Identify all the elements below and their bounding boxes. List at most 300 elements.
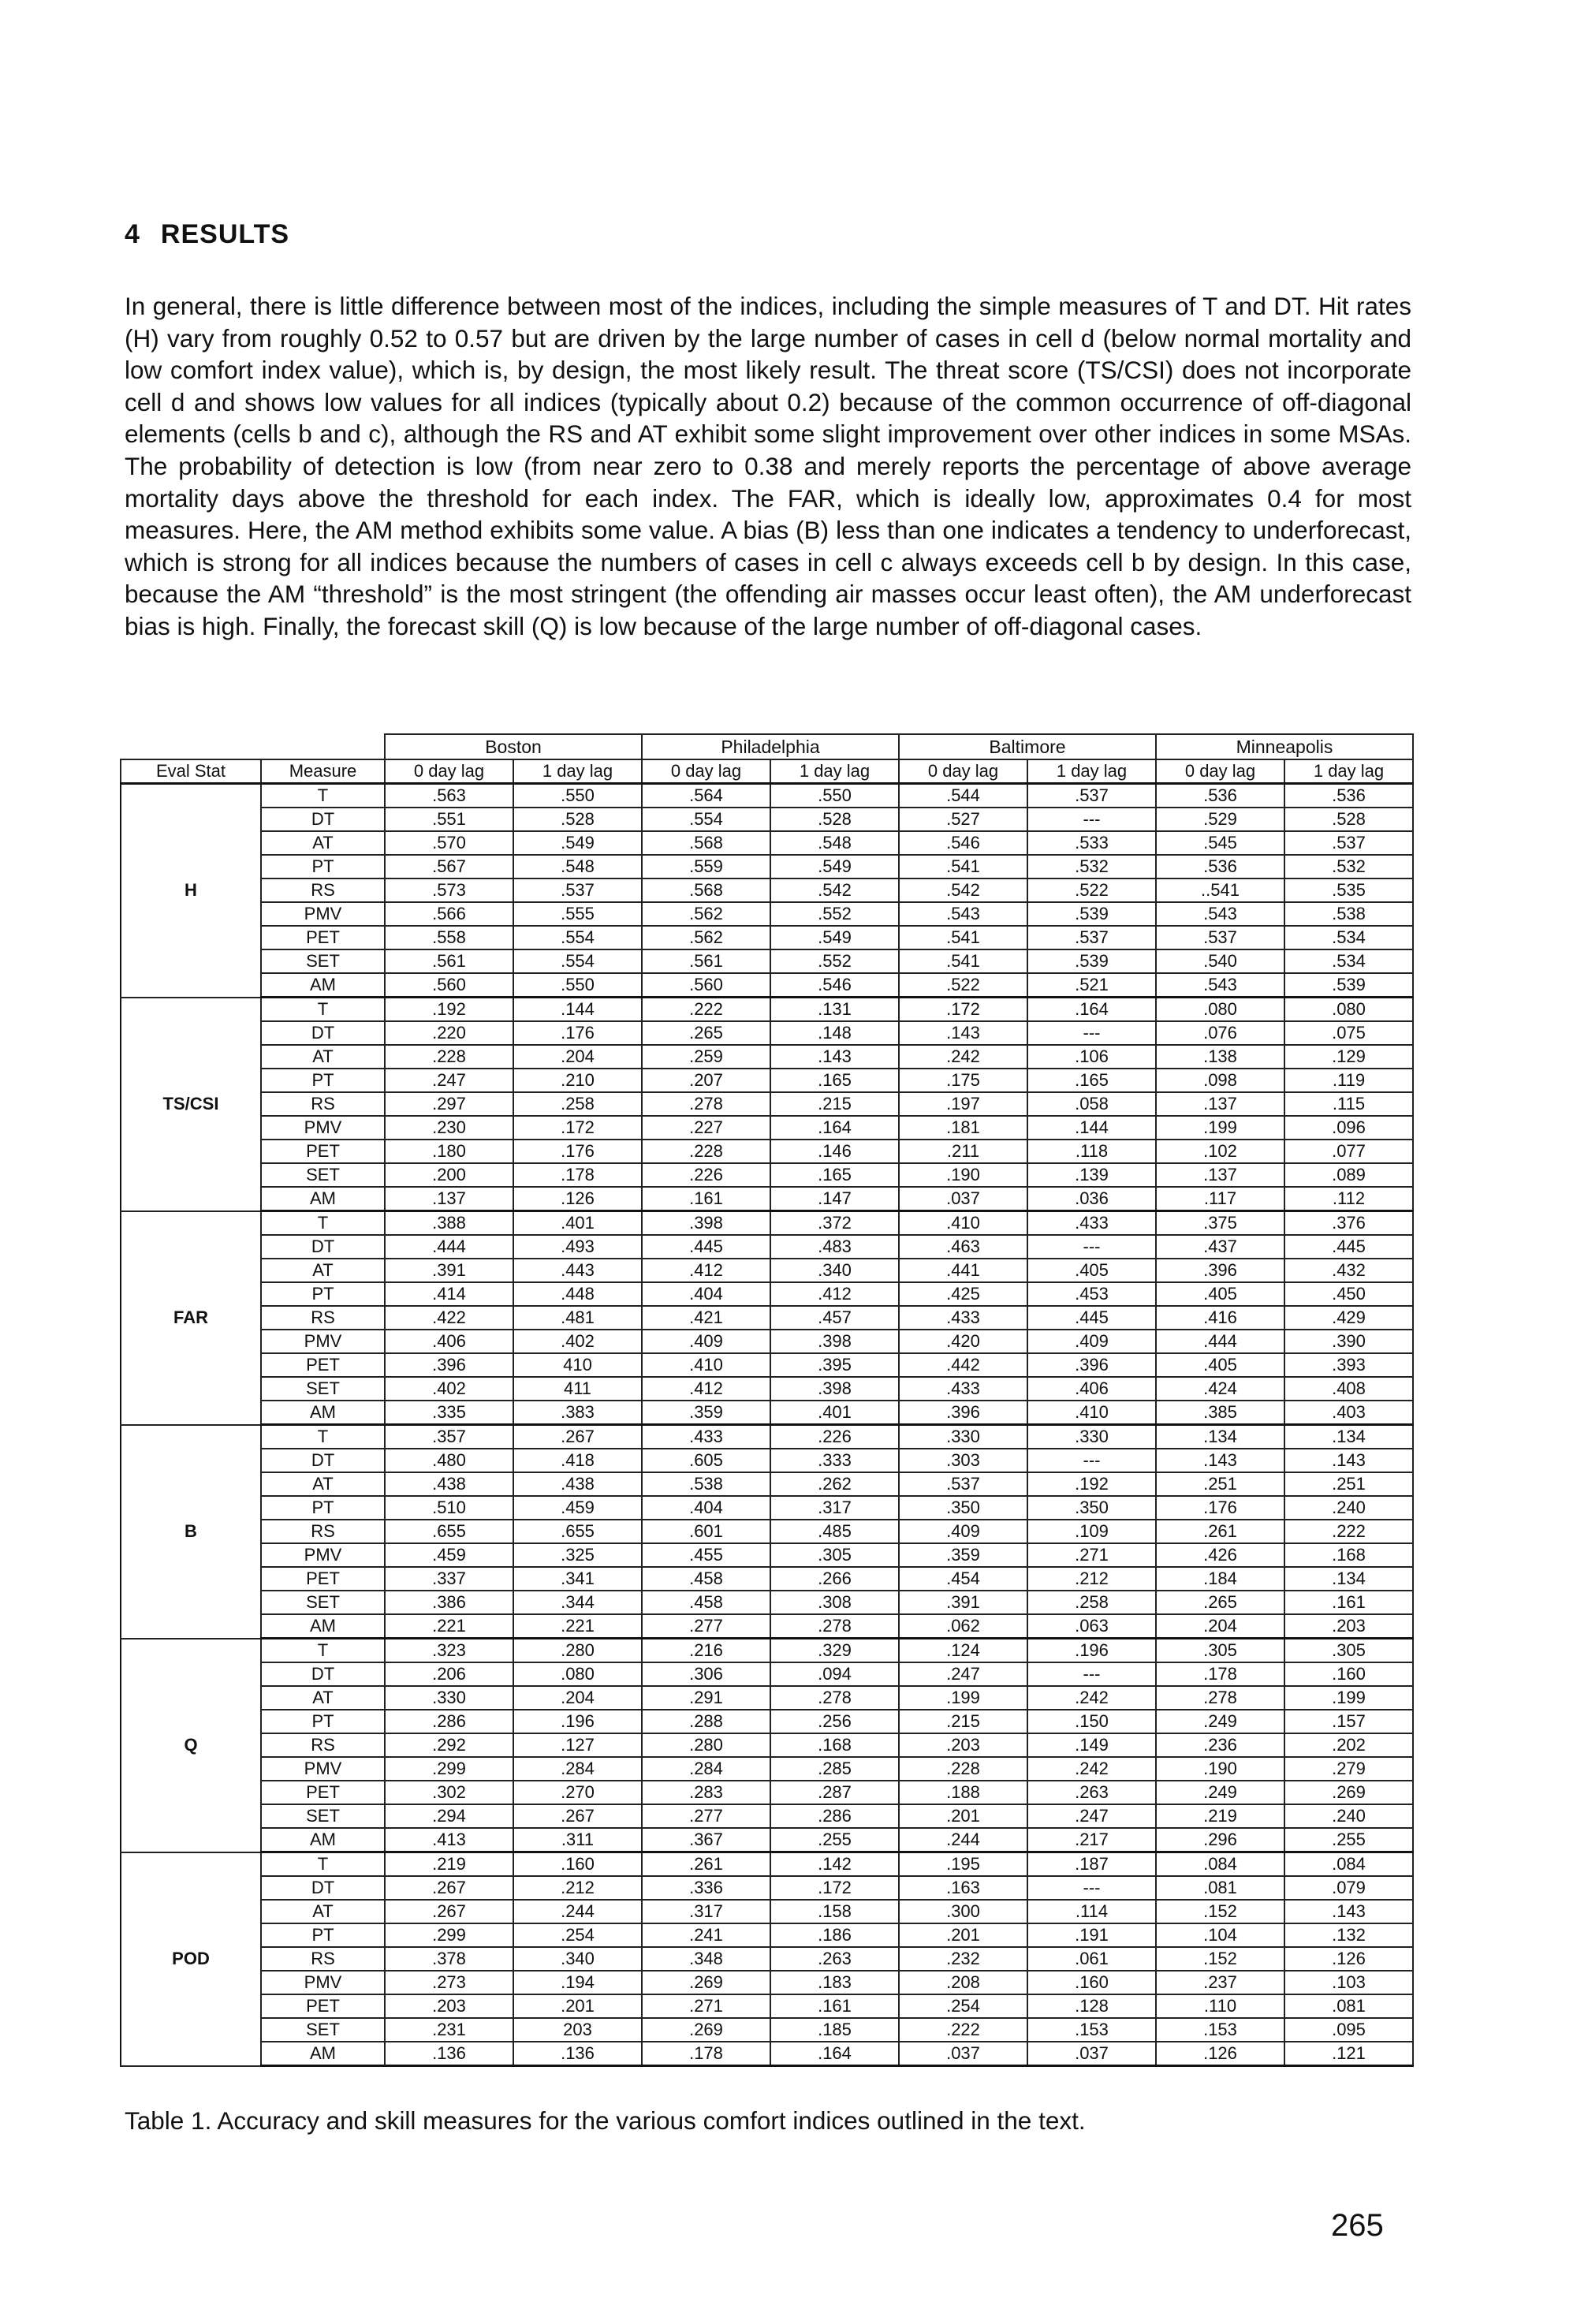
value-cell: .564 (642, 784, 770, 808)
value-cell: .528 (513, 808, 642, 831)
value-cell: .445 (642, 1235, 770, 1259)
value-cell: .199 (1284, 1686, 1413, 1710)
value-cell: .240 (1284, 1496, 1413, 1520)
table-row (121, 1330, 1413, 1353)
value-cell: .395 (770, 1353, 899, 1377)
value-cell: .537 (1156, 926, 1284, 949)
measure-cell: RS (261, 878, 385, 902)
value-cell: .549 (770, 926, 899, 949)
value-cell: .160 (1027, 1971, 1156, 1994)
measure-cell: PMV (261, 1330, 385, 1353)
value-cell: .190 (899, 1163, 1027, 1187)
value-cell: .161 (642, 1187, 770, 1211)
measure-cell: RS (261, 1733, 385, 1757)
table-row (121, 1449, 1413, 1472)
value-cell: .551 (385, 808, 513, 831)
value-cell: .433 (642, 1425, 770, 1449)
table-row (121, 831, 1413, 855)
value-cell: .244 (513, 1900, 642, 1923)
value-cell: .207 (642, 1069, 770, 1092)
value-cell: .537 (899, 1472, 1027, 1496)
measure-cell: DT (261, 1662, 385, 1686)
value-cell: .277 (642, 1804, 770, 1828)
value-cell: .543 (899, 902, 1027, 926)
table-row (121, 1686, 1413, 1710)
value-cell: .081 (1284, 1994, 1413, 2018)
value-cell: .232 (899, 1947, 1027, 1971)
value-cell: .242 (1027, 1686, 1156, 1710)
value-cell: .385 (1156, 1401, 1284, 1425)
value-cell: .458 (642, 1591, 770, 1614)
value-cell: .535 (1284, 878, 1413, 902)
value-cell: .259 (642, 1045, 770, 1069)
value-cell: .128 (1027, 1994, 1156, 2018)
value-cell: .359 (899, 1543, 1027, 1567)
measure-cell: PET (261, 1140, 385, 1163)
value-cell: .115 (1284, 1092, 1413, 1116)
value-cell: .390 (1284, 1330, 1413, 1353)
value-cell: .230 (385, 1116, 513, 1140)
value-cell: .522 (1027, 878, 1156, 902)
value-cell: .134 (1156, 1425, 1284, 1449)
value-cell: .161 (770, 1994, 899, 2018)
value-cell: .201 (899, 1923, 1027, 1947)
results-table-container (120, 733, 1414, 2067)
eval-stat-cell: B (121, 1425, 261, 1639)
value-cell: .540 (1156, 949, 1284, 973)
value-cell: .192 (1027, 1472, 1156, 1496)
value-cell: .445 (1284, 1235, 1413, 1259)
value-cell: .137 (1156, 1092, 1284, 1116)
lag-header: 1 day lag (513, 759, 642, 784)
value-cell: .378 (385, 1947, 513, 1971)
measure-cell: PT (261, 855, 385, 878)
value-cell: .161 (1284, 1591, 1413, 1614)
value-cell: .089 (1284, 1163, 1413, 1187)
value-cell: .405 (1156, 1353, 1284, 1377)
value-cell: .178 (1156, 1662, 1284, 1686)
value-cell: .550 (513, 973, 642, 998)
table-row (121, 1472, 1413, 1496)
measure-cell: PMV (261, 1116, 385, 1140)
value-cell: .278 (770, 1614, 899, 1639)
value-cell: .308 (770, 1591, 899, 1614)
value-cell: .280 (513, 1639, 642, 1663)
measure-cell: PMV (261, 1757, 385, 1781)
measure-cell: AT (261, 1045, 385, 1069)
measure-cell: AT (261, 1900, 385, 1923)
value-cell: .219 (385, 1852, 513, 1877)
table-row (121, 1900, 1413, 1923)
value-cell: .532 (1284, 855, 1413, 878)
value-cell: .286 (770, 1804, 899, 1828)
measure-cell: AT (261, 1472, 385, 1496)
value-cell: .227 (642, 1116, 770, 1140)
value-cell: .258 (513, 1092, 642, 1116)
lag-header: 1 day lag (1027, 759, 1156, 784)
value-cell: .265 (642, 1021, 770, 1045)
results-table (120, 733, 1414, 2067)
value-cell: .425 (899, 1282, 1027, 1306)
value-cell: .554 (513, 926, 642, 949)
value-cell: .277 (642, 1614, 770, 1639)
table-row (121, 1069, 1413, 1092)
table-row (121, 1828, 1413, 1852)
value-cell: .237 (1156, 1971, 1284, 1994)
value-cell: .305 (770, 1543, 899, 1567)
table-row (121, 1733, 1413, 1757)
measure-cell: AM (261, 1401, 385, 1425)
value-cell: .191 (1027, 1923, 1156, 1947)
value-cell: .396 (385, 1353, 513, 1377)
table-row (121, 784, 1413, 808)
value-cell: .549 (513, 831, 642, 855)
value-cell: .137 (1156, 1163, 1284, 1187)
value-cell: .222 (899, 2018, 1027, 2042)
value-cell: .271 (642, 1994, 770, 2018)
value-cell: .204 (1156, 1614, 1284, 1639)
value-cell: .532 (1027, 855, 1156, 878)
value-cell: .242 (899, 1045, 1027, 1069)
value-cell: .398 (770, 1377, 899, 1401)
measure-cell: PET (261, 926, 385, 949)
value-cell: .117 (1156, 1187, 1284, 1211)
value-cell: --- (1027, 1449, 1156, 1472)
value-cell: .228 (642, 1140, 770, 1163)
value-cell: .251 (1284, 1472, 1413, 1496)
value-cell: .541 (899, 926, 1027, 949)
value-cell: .561 (385, 949, 513, 973)
value-cell: .416 (1156, 1306, 1284, 1330)
table-row (121, 1377, 1413, 1401)
table-row (121, 1353, 1413, 1377)
value-cell: .152 (1156, 1947, 1284, 1971)
value-cell: .414 (385, 1282, 513, 1306)
value-cell: .199 (1156, 1116, 1284, 1140)
value-cell: .288 (642, 1710, 770, 1733)
value-cell: .283 (642, 1781, 770, 1804)
city-header-philadelphia: Philadelphia (642, 734, 899, 759)
value-cell: .568 (642, 831, 770, 855)
value-cell: .375 (1156, 1211, 1284, 1236)
measure-cell: PT (261, 1923, 385, 1947)
value-cell: .080 (1156, 998, 1284, 1022)
value-cell: .402 (513, 1330, 642, 1353)
value-cell: .163 (899, 1876, 1027, 1900)
table-row (121, 1923, 1413, 1947)
value-cell: .341 (513, 1567, 642, 1591)
value-cell: .409 (1027, 1330, 1156, 1353)
value-cell: .396 (1027, 1353, 1156, 1377)
city-header-baltimore: Baltimore (899, 734, 1156, 759)
measure-cell: RS (261, 1520, 385, 1543)
value-cell: .247 (385, 1069, 513, 1092)
value-cell: .037 (899, 2042, 1027, 2066)
value-cell: .567 (385, 855, 513, 878)
value-cell: .208 (899, 1971, 1027, 1994)
value-cell: .444 (1156, 1330, 1284, 1353)
table-row (121, 998, 1413, 1022)
measure-cell: AM (261, 1187, 385, 1211)
measure-cell: T (261, 1211, 385, 1236)
value-cell: .404 (642, 1282, 770, 1306)
value-cell: .421 (642, 1306, 770, 1330)
value-cell: .433 (1027, 1211, 1156, 1236)
value-cell: .036 (1027, 1187, 1156, 1211)
value-cell: .137 (385, 1187, 513, 1211)
value-cell: .568 (642, 878, 770, 902)
table-row (121, 1994, 1413, 2018)
value-cell: .450 (1284, 1282, 1413, 1306)
value-cell: .536 (1156, 855, 1284, 878)
value-cell: .562 (642, 902, 770, 926)
value-cell: .287 (770, 1781, 899, 1804)
table-row (121, 1116, 1413, 1140)
value-cell: .254 (513, 1923, 642, 1947)
value-cell: .132 (1284, 1923, 1413, 1947)
value-cell: .340 (770, 1259, 899, 1282)
value-cell: .543 (1156, 902, 1284, 926)
value-cell: .220 (385, 1021, 513, 1045)
value-cell: .197 (899, 1092, 1027, 1116)
value-cell: .109 (1027, 1520, 1156, 1543)
table-row (121, 1092, 1413, 1116)
value-cell: .201 (513, 1994, 642, 2018)
table-row (121, 1804, 1413, 1828)
measure-cell: SET (261, 1804, 385, 1828)
table-row (121, 808, 1413, 831)
table-row (121, 1163, 1413, 1187)
table-row (121, 1235, 1413, 1259)
value-cell: .152 (1156, 1900, 1284, 1923)
value-cell: .203 (385, 1994, 513, 2018)
value-cell: .095 (1284, 2018, 1413, 2042)
value-cell: .296 (1156, 1828, 1284, 1852)
value-cell: .172 (899, 998, 1027, 1022)
value-cell: .410 (642, 1353, 770, 1377)
value-cell: .541 (899, 949, 1027, 973)
value-cell: .545 (1156, 831, 1284, 855)
value-cell: .138 (1156, 1045, 1284, 1069)
value-cell: .426 (1156, 1543, 1284, 1567)
value-cell: .148 (770, 1021, 899, 1045)
value-cell: .178 (642, 2042, 770, 2066)
value-cell: .459 (385, 1543, 513, 1567)
lag-header: 1 day lag (1284, 759, 1413, 784)
value-cell: .284 (513, 1757, 642, 1781)
measure-cell: DT (261, 1449, 385, 1472)
value-cell: .537 (1027, 926, 1156, 949)
value-cell: .215 (899, 1710, 1027, 1733)
value-cell: .226 (642, 1163, 770, 1187)
value-cell: .560 (385, 973, 513, 998)
measure-cell: SET (261, 949, 385, 973)
value-cell: .538 (642, 1472, 770, 1496)
value-cell: .222 (642, 998, 770, 1022)
value-cell: .521 (1027, 973, 1156, 998)
table-row (121, 1045, 1413, 1069)
table-row (121, 1971, 1413, 1994)
value-cell: .285 (770, 1757, 899, 1781)
value-cell: .183 (770, 1971, 899, 1994)
value-cell: .383 (513, 1401, 642, 1425)
value-cell: .442 (899, 1353, 1027, 1377)
table-row (121, 1187, 1413, 1211)
value-cell: .121 (1284, 2042, 1413, 2066)
value-cell: .080 (1284, 998, 1413, 1022)
eval-stat-cell: H (121, 784, 261, 998)
measure-cell: T (261, 998, 385, 1022)
value-cell: .483 (770, 1235, 899, 1259)
column-header-row (121, 759, 1413, 784)
value-cell: .344 (513, 1591, 642, 1614)
measure-cell: RS (261, 1306, 385, 1330)
value-cell: .537 (1284, 831, 1413, 855)
value-cell: .236 (1156, 1733, 1284, 1757)
value-cell: .261 (1156, 1520, 1284, 1543)
value-cell: .350 (899, 1496, 1027, 1520)
value-cell: .249 (1156, 1781, 1284, 1804)
value-cell: .330 (899, 1425, 1027, 1449)
value-cell: .550 (770, 784, 899, 808)
value-cell: .196 (1027, 1639, 1156, 1663)
value-cell: .061 (1027, 1947, 1156, 1971)
value-cell: .543 (1156, 973, 1284, 998)
value-cell: .546 (899, 831, 1027, 855)
value-cell: .278 (1156, 1686, 1284, 1710)
value-cell: .228 (899, 1757, 1027, 1781)
value-cell: .533 (1027, 831, 1156, 855)
measure-cell: PET (261, 1567, 385, 1591)
value-cell: .202 (1284, 1733, 1413, 1757)
value-cell: .254 (899, 1994, 1027, 2018)
measure-cell: PMV (261, 902, 385, 926)
value-cell: .453 (1027, 1282, 1156, 1306)
value-cell: .165 (1027, 1069, 1156, 1092)
value-cell: .204 (513, 1045, 642, 1069)
value-cell: .144 (513, 998, 642, 1022)
value-cell: .529 (1156, 808, 1284, 831)
value-cell: .406 (1027, 1377, 1156, 1401)
value-cell: .084 (1156, 1852, 1284, 1877)
value-cell: .168 (770, 1733, 899, 1757)
measure-cell: AT (261, 1259, 385, 1282)
value-cell: .412 (770, 1282, 899, 1306)
value-cell: .147 (770, 1187, 899, 1211)
value-cell: .410 (899, 1211, 1027, 1236)
table-caption: Table 1. Accuracy and skill measures for the various comfort indices outlined in the text. (125, 2106, 1086, 2135)
value-cell: .266 (770, 1567, 899, 1591)
value-cell: .433 (899, 1306, 1027, 1330)
value-cell: .178 (513, 1163, 642, 1187)
value-cell: .536 (1284, 784, 1413, 808)
value-cell: .303 (899, 1449, 1027, 1472)
table-row (121, 855, 1413, 878)
value-cell: .164 (770, 2042, 899, 2066)
value-cell: .269 (1284, 1781, 1413, 1804)
value-cell: .463 (899, 1235, 1027, 1259)
measure-cell: PET (261, 1781, 385, 1804)
measure-cell: DT (261, 1876, 385, 1900)
value-cell: .409 (899, 1520, 1027, 1543)
value-cell: --- (1027, 1235, 1156, 1259)
value-cell: .388 (385, 1211, 513, 1236)
value-cell: .118 (1027, 1140, 1156, 1163)
value-cell: .267 (385, 1876, 513, 1900)
value-cell: .199 (899, 1686, 1027, 1710)
table-row (121, 1614, 1413, 1639)
value-cell: .204 (513, 1686, 642, 1710)
value-cell: .126 (513, 1187, 642, 1211)
value-cell: .294 (385, 1804, 513, 1828)
value-cell: .075 (1284, 1021, 1413, 1045)
value-cell: .076 (1156, 1021, 1284, 1045)
value-cell: .549 (770, 855, 899, 878)
value-cell: .408 (1284, 1377, 1413, 1401)
value-cell: .528 (1284, 808, 1413, 831)
value-cell: .566 (385, 902, 513, 926)
value-cell: .443 (513, 1259, 642, 1282)
value-cell: .265 (1156, 1591, 1284, 1614)
table-row (121, 1757, 1413, 1781)
value-cell: .144 (1027, 1116, 1156, 1140)
value-cell: .192 (385, 998, 513, 1022)
value-cell: .402 (385, 1377, 513, 1401)
value-cell: .127 (513, 1733, 642, 1757)
value-cell: .401 (513, 1211, 642, 1236)
value-cell: .396 (1156, 1259, 1284, 1282)
eval-stat-cell: Q (121, 1639, 261, 1852)
value-cell: .267 (513, 1425, 642, 1449)
value-cell: .175 (899, 1069, 1027, 1092)
value-cell: .412 (642, 1259, 770, 1282)
value-cell: .291 (642, 1686, 770, 1710)
value-cell: .271 (1027, 1543, 1156, 1567)
table-row (121, 1639, 1413, 1663)
value-cell: .226 (770, 1425, 899, 1449)
value-cell: .180 (385, 1140, 513, 1163)
value-cell: .134 (1284, 1425, 1413, 1449)
value-cell: .305 (1156, 1639, 1284, 1663)
value-cell: .251 (1156, 1472, 1284, 1496)
table-row (121, 1520, 1413, 1543)
table-row (121, 1306, 1413, 1330)
value-cell: .350 (1027, 1496, 1156, 1520)
value-cell: .216 (642, 1639, 770, 1663)
value-cell: .206 (385, 1662, 513, 1686)
value-cell: .269 (642, 2018, 770, 2042)
measure-cell: SET (261, 1377, 385, 1401)
value-cell: .393 (1284, 1353, 1413, 1377)
value-cell: .080 (513, 1662, 642, 1686)
value-cell: .570 (385, 831, 513, 855)
table-row (121, 949, 1413, 973)
value-cell: .164 (1027, 998, 1156, 1022)
value-cell: .544 (899, 784, 1027, 808)
value-cell: .552 (770, 902, 899, 926)
value-cell: .455 (642, 1543, 770, 1567)
value-cell: .546 (770, 973, 899, 998)
table-row (121, 1021, 1413, 1045)
value-cell: .267 (513, 1804, 642, 1828)
value-cell: .433 (899, 1377, 1027, 1401)
measure-cell: AT (261, 831, 385, 855)
value-cell: 411 (513, 1377, 642, 1401)
value-cell: .348 (642, 1947, 770, 1971)
section-number: 4 (125, 219, 140, 249)
value-cell: .110 (1156, 1994, 1284, 2018)
value-cell: .534 (1284, 926, 1413, 949)
